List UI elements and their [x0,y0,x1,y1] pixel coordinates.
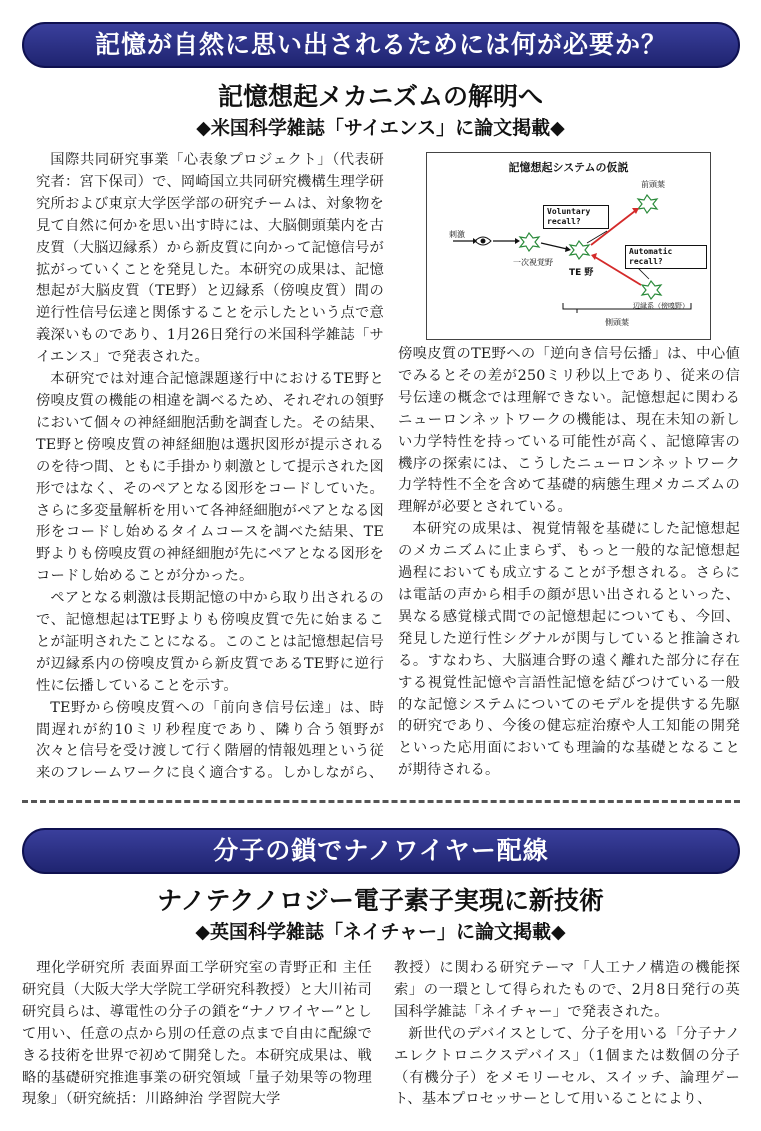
temporal-lobe-label: 側頭葉 [605,318,629,327]
automatic-recall-box: Automatic recall? [625,245,707,269]
limbic-label: 辺縁系（傍嗅野） [633,302,689,310]
paragraph: 国際共同研究事業「心表象プロジェクト」（代表研究者：宮下保司）で、岡崎国立共同研究機構生理学研究所および東京大学医学部の研究チームは、対象物を見て自然に何かを思い出す時には、大脳側頭葉内を古皮質（大脳辺縁系）から新皮質に向かって記憶信号が拡がっていくことを発見した。本研究の成果は、記憶想起が大脳皮質（TE野）と辺縁系（傍嗅皮質）間の逆行性信号伝達と関係することを示したという点で意義深いものであり、1月26日発行の米国科学雑誌「サイエンス」で発表された。 [36,152,384,366]
article2-subhead: ◆英国科学雑誌「ネイチャー」に論文掲載◆ [195,921,566,943]
stimulus-label: 刺激 [449,230,465,239]
article1-headline: 記憶想起メカニズムの解明へ [217,82,543,111]
limbic-neuron-icon [642,281,661,299]
article2-banner: 分子の鎖でナノワイヤー配線 [22,828,740,874]
memory-recall-figure [426,152,711,340]
figure-title: 記憶想起システムの仮説 [508,161,629,174]
article1-left-column [36,150,384,785]
te-area-label: TE 野 [569,268,594,278]
eye-icon [475,237,491,245]
paragraph: 傍嗅皮質のTE野への「逆向き信号伝播」は、中心値でみるとその差が250ミリ秒以上であり、従来の信号伝達の概念では理解できない。記憶想起に関わるニューロンネットワークの機能は、現在未知の新しい力学特性を持っている可能性が高く、記憶障害の機序の探索には、こうしたニューロンネットワーク力学特性不全を含めて基礎的病態生理メカニズムの理解が必要とされている。 [398,346,740,516]
article1-banner: 記憶が自然に思い出されるためには何が必要か？ [22,22,740,68]
v1-neuron-icon [520,233,539,251]
article2-headline: ナノテクノロジー電子素子実現に新技術 [157,886,604,915]
article2-left-column [22,958,372,1111]
frontal-neuron-icon [638,195,657,213]
paragraph: TE野から傍嗅皮質への「前向き信号伝達」は、時間遅れが約10ミリ秒程度であり、隣り合う領野が次々と信号を受け渡して行く階層的情報処理という従来のフレームワークに良く適合する。しかしながら、 [36,699,384,782]
section-divider [22,800,740,803]
v1-label: 一次視覚野 [513,258,553,267]
paragraph: 理化学研究所 表面界面工学研究室の青野正和 主任研究員（大阪大学大学院工学研究科教授）と大川祐司 研究員らは、導電性の分子の鎖を“ナノワイヤー”として用い、任意の点から別の任意の点まで自由に配線できる技術を世界で初めて開発した。本研究成果は、戦略的基礎研究推進事業の研究領域「量子効果等の物理現象」（研究統括：川路紳治 学習院大学 [22,960,372,1108]
paragraph: ペアとなる刺激は長期記憶の中から取り出されるので、記憶想起はTE野よりも傍嗅皮質で先に始まることが証明されたことになる。このことは記憶想起信号が辺縁系内の傍嗅皮質から新皮質であるTE野に逆行性に伝播していることを示す。 [36,590,384,694]
frontal-lobe-label: 前頭葉 [641,180,665,189]
paragraph: 教授）に関わる研究テーマ「人工ナノ構造の機能探索」の一環として得られたもので、2月8日発行の英国科学雑誌「ネイチャー」で発表された。 [394,960,740,1020]
te-neuron-icon [570,241,589,259]
paragraph: 新世代のデバイスとして、分子を用いる「分子ナノエレクトロニクスデバイス」（1個または数個の分子（有機分子）をメモリーセル、スイッチ、論理ゲート、基本プロセッサーとして用いることにより、 [394,1025,740,1108]
paragraph: 本研究では対連合記憶課題遂行中におけるTE野と傍嗅皮質の機能の相違を調べるため、それぞれの領野において個々の神経細胞活動を調査した。その結果、TE野と傍嗅皮質の神経細胞は選択図形が提示されるのを待つ間、ともに手掛かり刺激として提示された図形ではなく、そのペアとなる図形をコードしていた。さらに多変量解析を用いて各神経細胞がペアとなる図形をコードし始めるタイムコースを調べた結果、TE野よりも傍嗅皮質の神経細胞が先にペアとなる図形をコードし始めることが分かった。 [36,371,384,585]
article1-right-column [398,344,740,782]
paragraph: 本研究の成果は、視覚情報を基礎にした記憶想起のメカニズムに止まらず、もっと一般的な記憶想起過程においても成立することが予想される。さらには電話の声から相手の顔が思い出されるといった、異なる感覚様式間での記憶想起についても、今回、発見した逆行性シグナルが関与していると推論される。すなわち、大脳連合野の遠く離れた部分に存在する視覚性記憶や言語性記憶を結びつけている一般的な記憶システムについてのモデルを提供する先駆的研究であり、今後の健忘症治療や人工知能の開発といった応用面においても理論的な基礎となることが期待される。 [398,521,740,779]
voluntary-recall-box: Voluntary recall? [543,205,609,229]
article2-right-column [394,958,740,1111]
article1-subhead: ◆米国科学雑誌「サイエンス」に論文掲載◆ [196,117,565,139]
